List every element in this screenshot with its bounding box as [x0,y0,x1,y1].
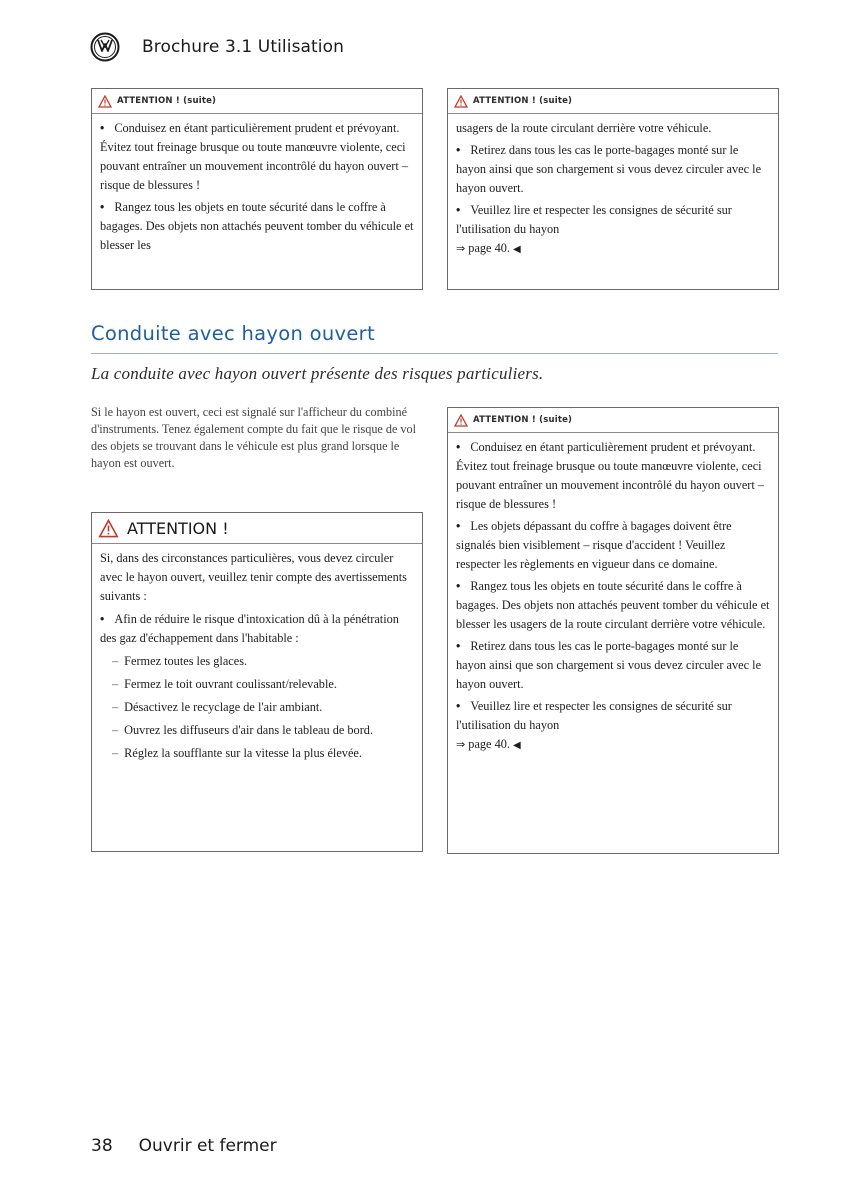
warning-bullet: • Retirez dans tous les cas le porte-bagages monté sur le hayon ainsi que son chargement si vous devez circuler avec le hayon ouvert. [456,637,770,694]
warning-box-header [448,408,778,433]
warning-box-main [91,512,423,852]
warning-bullet [456,697,770,755]
chapter-title: Ouvrir et fermer [138,1136,277,1156]
warning-bullet: • Rangez tous les objets en toute sécurité dans le coffre à bagages. Des objets non attachés peuvent tomber du véhicule et blesser les [100,198,414,255]
page-header [90,30,344,64]
page-footer [91,1136,277,1156]
warning-triangle-icon [454,414,468,427]
cross-reference-arrow-icon: ⇒ [456,242,466,255]
section-intro: La conduite avec hayon ouvert présente des risques particuliers. [91,364,544,383]
warning-subitem: – Désactivez le recyclage de l'air ambiant. [100,698,414,717]
warning-box-header [448,89,778,114]
warning-triangle-icon [98,95,112,108]
warning-box-top-left [91,88,423,290]
warning-bullet-text: Veuillez lire et respecter les consignes de sécurité sur l'utilisation du hayon [456,203,732,236]
warning-bullet: • Rangez tous les objets en toute sécurité dans le coffre à bagages. Des objets non attachés peuvent tomber du véhicule et blesser les usagers de la route circulant derrière votre véhicule. [456,577,770,634]
warning-box-right [447,407,779,854]
warning-label: ATTENTION ! (suite) [473,415,573,425]
warning-bullet: • Afin de réduire le risque d'intoxication dû à la pénétration des gaz d'échappement dans l'habitable : [100,610,414,648]
warning-intro: Si, dans des circonstances particulières, vous devez circuler avec le hayon ouvert, veuillez tenir compte des avertissements suivants : [100,551,407,603]
warning-box-header [92,513,422,544]
warning-bullet: • Conduisez en étant particulièrement prudent et prévoyant. Évitez tout freinage brusque ou toute manœuvre violente, ceci pouvant entraîner un mouvement incontrôlé du hayon ouvert – risque de blessures ! [456,438,770,514]
page-number: 38 [91,1136,113,1156]
warning-box-body [92,114,422,255]
warning-subitem: – Fermez le toit ouvrant coulissant/relevable. [100,675,414,694]
warning-subitem: – Ouvrez les diffuseurs d'air dans le tableau de bord. [100,721,414,740]
cross-reference-arrow-icon: ⇒ [456,738,466,751]
section-heading: Conduite avec hayon ouvert [91,322,375,345]
section-end-icon: ◀ [512,244,521,255]
warning-label: ATTENTION ! (suite) [473,96,573,106]
vw-logo-icon [90,32,120,62]
warning-subitem: – Fermez toutes les glaces. [100,652,414,671]
warning-triangle-icon [454,95,468,108]
section-divider [91,353,778,354]
warning-box-body [448,433,778,755]
section-end-icon: ◀ [512,740,521,751]
cross-reference-link[interactable]: page 40. [468,241,510,255]
warning-label: ATTENTION ! (suite) [117,96,217,106]
warning-continuation: usagers de la route circulant derrière votre véhicule. [456,121,712,135]
warning-triangle-icon [98,519,119,538]
warning-subitem: – Réglez la soufflante sur la vitesse la plus élevée. [100,744,414,763]
body-paragraph: Si le hayon est ouvert, ceci est signalé sur l'afficheur du combiné d'instruments. Tenez également compte du fait que le risque de vol des objets se trouvant dans le véhicule est plus grand lorsque le hayon est ouvert. [91,405,417,470]
warning-box-body [448,114,778,259]
warning-bullet [456,201,770,259]
header-title: Brochure 3.1 Utilisation [142,37,345,57]
warning-bullet: • Conduisez en étant particulièrement prudent et prévoyant. Évitez tout freinage brusque ou toute manœuvre violente, ceci pouvant entraîner un mouvement incontrôlé du hayon ouvert – risque de blessures ! [100,119,414,195]
warning-bullet: • Les objets dépassant du coffre à bagages doivent être signalés bien visiblement – risque d'accident ! Veuillez respecter les règlements en vigueur dans ce domaine. [456,517,770,574]
warning-box-body [92,544,422,763]
cross-reference-link[interactable]: page 40. [468,737,510,751]
warning-box-header [92,89,422,114]
warning-label: ATTENTION ! [127,518,229,538]
warning-box-top-right [447,88,779,290]
warning-bullet: • Retirez dans tous les cas le porte-bagages monté sur le hayon ainsi que son chargement si vous devez circuler avec le hayon ouvert. [456,141,770,198]
warning-bullet-text: Veuillez lire et respecter les consignes de sécurité sur l'utilisation du hayon [456,699,732,732]
